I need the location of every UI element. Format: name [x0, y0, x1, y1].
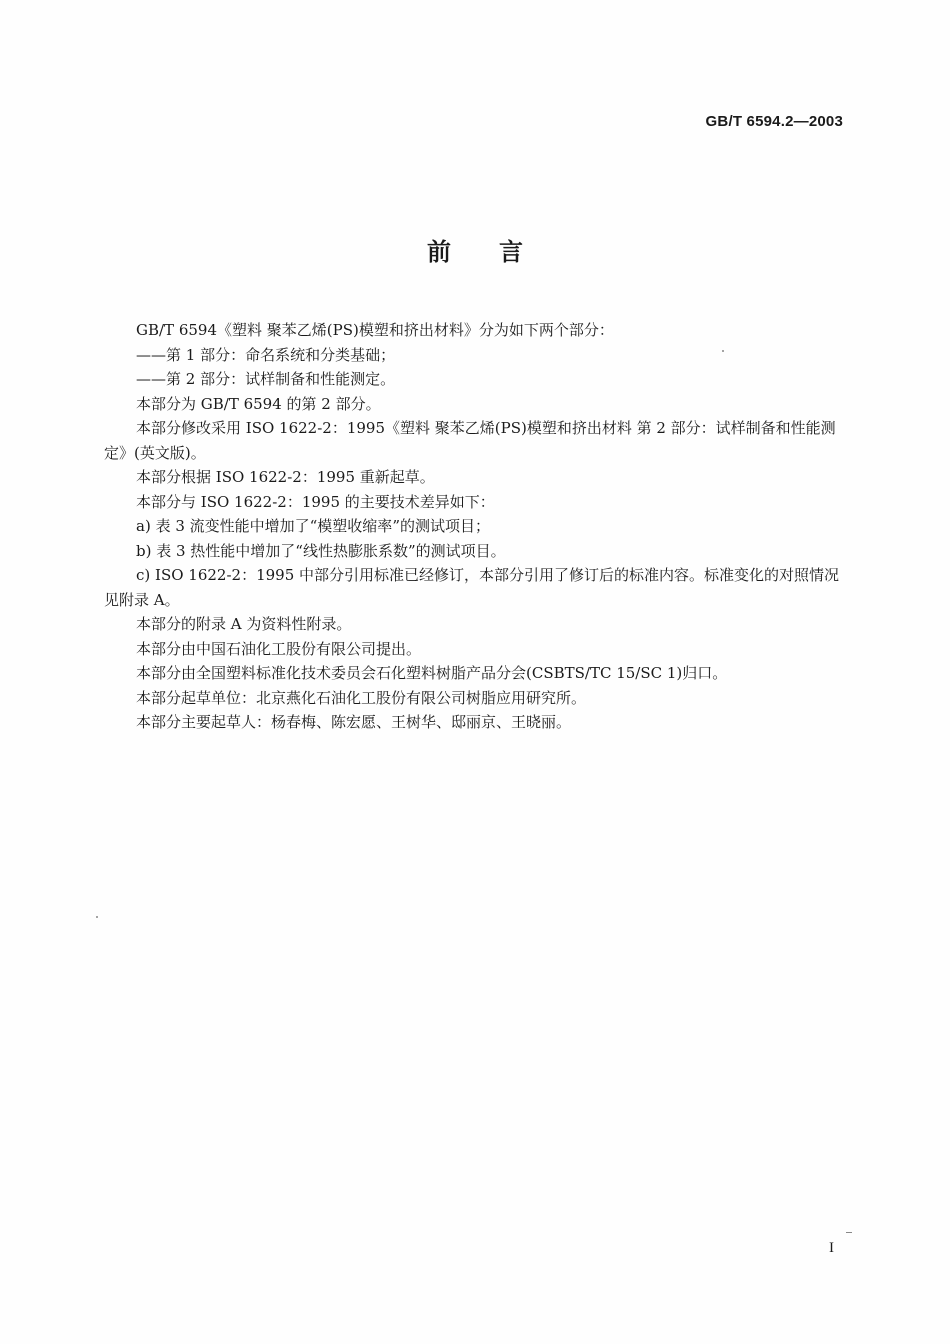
list-item: a) 表 3 流变性能中增加了“模塑收缩率”的测试项目； — [136, 517, 490, 535]
paragraph: 本部分与 ISO 1622-2：1995 的主要技术差异如下： — [136, 492, 495, 511]
standard-code: GB/T 6594.2—2003 — [705, 113, 843, 130]
list-item: b) 表 3 热性能中增加了“线性热膨胀系数”的测试项目。 — [136, 541, 506, 560]
paragraph: 本部分由全国塑料标准化技术委员会石化塑料树脂产品分会(CSBTS/TC 15/SC 1)归口。 — [136, 664, 728, 682]
paragraph: 本部分为 GB/T 6594 的第 2 部分。 — [136, 394, 381, 413]
paragraph: 本部分的附录 A 为资料性附录。 — [136, 615, 352, 633]
page-number: I — [829, 1240, 834, 1256]
paragraph: ——第 1 部分：命名系统和分类基础； — [136, 345, 396, 364]
paragraph: 本部分起草单位：北京燕化石油化工股份有限公司树脂应用研究所。 — [136, 688, 587, 707]
paragraph: 本部分根据 ISO 1622-2：1995 重新起草。 — [136, 468, 435, 486]
scan-speck — [846, 1232, 852, 1233]
paragraph: 本部分由中国石油化工股份有限公司提出。 — [136, 639, 422, 658]
list-item: c) ISO 1622-2：1995 中部分引用标准已经修订，本部分引用了修订后的标准内容。标准变化的对照情况见附录 A。 — [104, 566, 840, 609]
page-title: 前言 — [427, 238, 571, 266]
paragraph: 本部分修改采用 ISO 1622-2：1995《塑料 聚苯乙烯(PS)模塑和挤出材料 第 2 部分：试样制备和性能测定》(英文版)。 — [104, 419, 836, 462]
scan-speck — [96, 916, 98, 918]
scan-speck — [722, 350, 724, 352]
paragraph: 本部分主要起草人：杨春梅、陈宏愿、王树华、邸丽京、王晓丽。 — [136, 713, 572, 731]
paragraph: ——第 2 部分：试样制备和性能测定。 — [136, 370, 396, 388]
preface-body — [104, 318, 846, 735]
paragraph: GB/T 6594《塑料 聚苯乙烯(PS)模塑和挤出材料》分为如下两个部分： — [136, 321, 614, 339]
